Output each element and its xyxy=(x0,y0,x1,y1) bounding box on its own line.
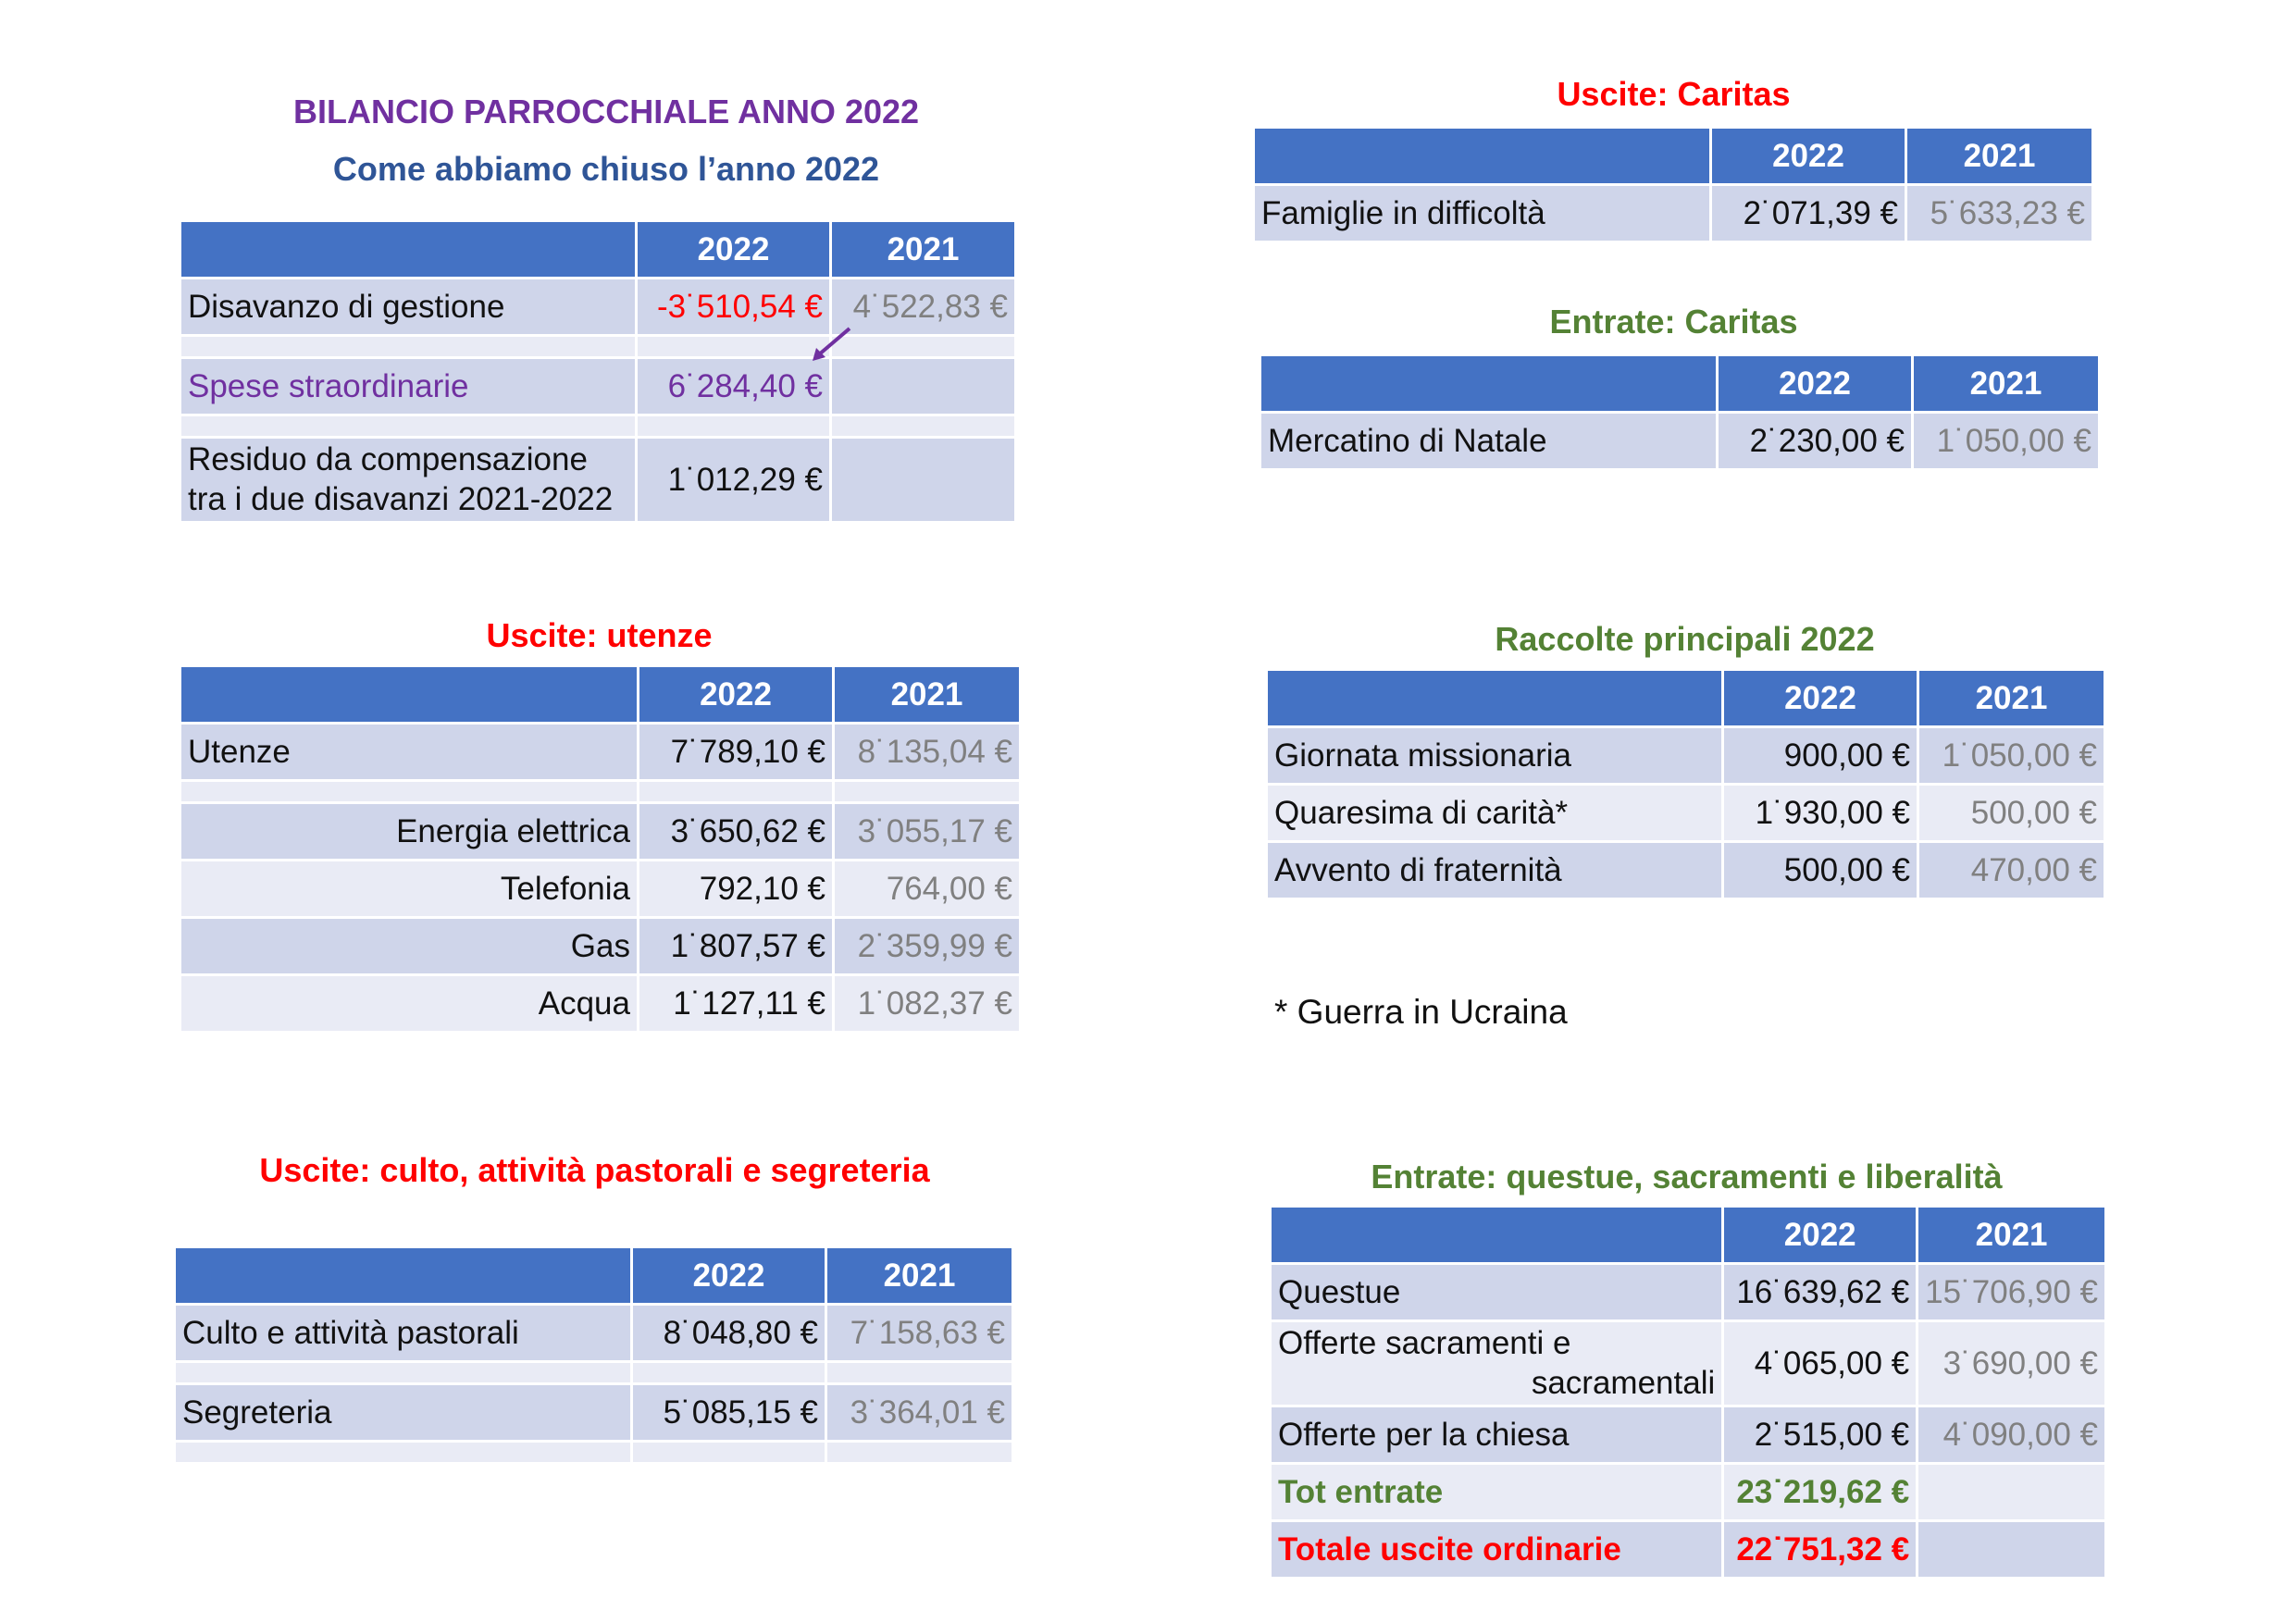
value-2022: 16˙639,62 € xyxy=(1724,1265,1918,1322)
value-2022: 1˙807,57 € xyxy=(639,919,835,976)
footnote: * Guerra in Ucraina xyxy=(1274,993,1568,1031)
header-row xyxy=(176,1248,1011,1306)
value-2022: 8˙048,80 € xyxy=(633,1306,827,1363)
value-2021: 3˙364,01 € xyxy=(827,1385,1011,1443)
row-label-line2: tra i due disavanzi 2021-2022 xyxy=(188,480,614,517)
utenze-table xyxy=(181,667,1019,1034)
row-label: Culto e attività pastorali xyxy=(176,1306,633,1363)
header-label xyxy=(1255,129,1712,186)
table-row xyxy=(181,725,1019,782)
header-row xyxy=(1268,671,2104,728)
value-2022: 500,00 € xyxy=(1724,843,1919,900)
header-year-current: 2022 xyxy=(633,1248,827,1306)
header-label xyxy=(1272,1208,1724,1265)
value-2021: 4˙090,00 € xyxy=(1918,1407,2104,1465)
row-label: Gas xyxy=(181,919,639,976)
header-year-previous: 2021 xyxy=(1907,129,2091,186)
header-row xyxy=(1255,129,2091,186)
total-entrate-label: Tot entrate xyxy=(1272,1465,1724,1522)
value-2022: 2˙071,39 € xyxy=(1712,186,1907,243)
header-row xyxy=(181,222,1014,279)
header-label xyxy=(181,222,638,279)
total-entrate-empty xyxy=(1918,1465,2104,1522)
value-2021: 15˙706,90 € xyxy=(1918,1265,2104,1322)
header-year-previous: 2021 xyxy=(827,1248,1011,1306)
row-label-line1: Residuo da compensazione xyxy=(188,440,588,477)
value-2022: 4˙065,00 € xyxy=(1724,1322,1918,1407)
header-label xyxy=(1268,671,1724,728)
table-row xyxy=(176,1385,1011,1443)
spacer-row xyxy=(181,337,1014,359)
value-2021: 5˙633,23 € xyxy=(1907,186,2091,243)
value-2021: 1˙082,37 € xyxy=(835,976,1019,1034)
entrate-table xyxy=(1272,1208,2104,1580)
row-label: Offerte per la chiesa xyxy=(1272,1407,1724,1465)
row-label: Disavanzo di gestione xyxy=(181,279,638,337)
raccolte-table xyxy=(1268,671,2104,900)
arrow-icon xyxy=(805,324,861,365)
row-label: Segreteria xyxy=(176,1385,633,1443)
value-2022: -3˙510,54 € xyxy=(638,279,832,337)
row-label: Quaresima di carità* xyxy=(1268,786,1724,843)
row-label: Acqua xyxy=(181,976,639,1034)
summary-table xyxy=(181,222,1014,524)
header-year-current: 2022 xyxy=(1719,356,1914,414)
row-label: Avvento di fraternità xyxy=(1268,843,1724,900)
header-label xyxy=(176,1248,633,1306)
value-2022: 1˙127,11 € xyxy=(639,976,835,1034)
caritas-in-title: Entrate: Caritas xyxy=(1549,303,1798,341)
table-row xyxy=(181,359,1014,416)
culto-table xyxy=(176,1248,1011,1465)
header-year-previous: 2021 xyxy=(1914,356,2098,414)
header-row xyxy=(181,667,1019,725)
header-year-previous: 2021 xyxy=(835,667,1019,725)
row-label-line1: Offerte sacramenti e xyxy=(1278,1324,1571,1361)
value-2022: 792,10 € xyxy=(639,861,835,919)
total-entrate-value: 23˙219,62 € xyxy=(1724,1465,1918,1522)
row-label: Energia elettrica xyxy=(181,804,639,861)
value-2022: 6˙284,40 € xyxy=(638,359,832,416)
table-row xyxy=(181,279,1014,337)
value-2021 xyxy=(832,439,1014,524)
header-year-previous: 2021 xyxy=(832,222,1014,279)
value-2022: 1˙930,00 € xyxy=(1724,786,1919,843)
value-2021: 764,00 € xyxy=(835,861,1019,919)
value-2021 xyxy=(832,359,1014,416)
table-row xyxy=(181,804,1019,861)
table-row xyxy=(181,439,1014,524)
table-row xyxy=(1272,1265,2104,1322)
total-entrate-row xyxy=(1272,1465,2104,1522)
table-row xyxy=(1272,1407,2104,1465)
row-label: Famiglie in difficoltà xyxy=(1255,186,1712,243)
utenze-title: Uscite: utenze xyxy=(486,616,713,654)
value-2021: 2˙359,99 € xyxy=(835,919,1019,976)
table-row xyxy=(1272,1322,2104,1407)
value-2021: 1˙050,00 € xyxy=(1914,414,2098,471)
row-label: Questue xyxy=(1272,1265,1724,1322)
table-row xyxy=(1261,414,2098,471)
caritas-out-title: Uscite: Caritas xyxy=(1557,75,1791,113)
main-subtitle: Come abbiamo chiuso l’anno 2022 xyxy=(332,150,880,188)
table-row xyxy=(176,1306,1011,1363)
value-2021: 8˙135,04 € xyxy=(835,725,1019,782)
value-2022: 2˙230,00 € xyxy=(1719,414,1914,471)
value-2021: 470,00 € xyxy=(1919,843,2104,900)
value-2022: 3˙650,62 € xyxy=(639,804,835,861)
value-2021: 4˙522,83 € xyxy=(832,279,1014,337)
spacer-row xyxy=(176,1443,1011,1465)
row-label: Spese straordinarie xyxy=(181,359,638,416)
table-row xyxy=(181,861,1019,919)
header-year-current: 2022 xyxy=(1724,671,1919,728)
header-year-previous: 2021 xyxy=(1919,671,2104,728)
row-label-line2: sacramentali xyxy=(1531,1364,1716,1401)
row-label xyxy=(1272,1322,1724,1407)
header-year-current: 2022 xyxy=(638,222,832,279)
table-row xyxy=(1268,843,2104,900)
row-label xyxy=(181,439,638,524)
value-2022: 900,00 € xyxy=(1724,728,1919,786)
main-title: BILANCIO PARROCCHIALE ANNO 2022 xyxy=(292,93,920,130)
total-uscite-label: Totale uscite ordinarie xyxy=(1272,1522,1724,1580)
header-year-previous: 2021 xyxy=(1918,1208,2104,1265)
entrate-title: Entrate: questue, sacramenti e liberalità xyxy=(1371,1158,2003,1196)
row-label: Telefonia xyxy=(181,861,639,919)
culto-title: Uscite: culto, attività pastorali e segreteria xyxy=(259,1151,930,1189)
value-2021: 1˙050,00 € xyxy=(1919,728,2104,786)
caritas-out-table xyxy=(1255,129,2091,243)
total-uscite-value: 22˙751,32 € xyxy=(1724,1522,1918,1580)
value-2022: 1˙012,29 € xyxy=(638,439,832,524)
header-year-current: 2022 xyxy=(1724,1208,1918,1265)
table-row xyxy=(181,919,1019,976)
table-row xyxy=(1268,786,2104,843)
table-row xyxy=(181,976,1019,1034)
row-label: Giornata missionaria xyxy=(1268,728,1724,786)
caritas-in-table xyxy=(1261,356,2098,471)
value-2021: 3˙055,17 € xyxy=(835,804,1019,861)
row-label: Mercatino di Natale xyxy=(1261,414,1719,471)
value-2022: 5˙085,15 € xyxy=(633,1385,827,1443)
header-row xyxy=(1261,356,2098,414)
value-2021: 3˙690,00 € xyxy=(1918,1322,2104,1407)
header-row xyxy=(1272,1208,2104,1265)
header-label xyxy=(181,667,639,725)
table-row xyxy=(1255,186,2091,243)
raccolte-title: Raccolte principali 2022 xyxy=(1495,620,1875,658)
value-2022: 7˙789,10 € xyxy=(639,725,835,782)
table-row xyxy=(1268,728,2104,786)
row-label: Utenze xyxy=(181,725,639,782)
header-label xyxy=(1261,356,1719,414)
header-year-current: 2022 xyxy=(1712,129,1907,186)
value-2021: 500,00 € xyxy=(1919,786,2104,843)
spacer-row xyxy=(176,1363,1011,1385)
value-2021: 7˙158,63 € xyxy=(827,1306,1011,1363)
spacer-row xyxy=(181,416,1014,439)
header-year-current: 2022 xyxy=(639,667,835,725)
value-2022: 2˙515,00 € xyxy=(1724,1407,1918,1465)
spacer-row xyxy=(181,782,1019,804)
total-uscite-row xyxy=(1272,1522,2104,1580)
total-uscite-empty xyxy=(1918,1522,2104,1580)
